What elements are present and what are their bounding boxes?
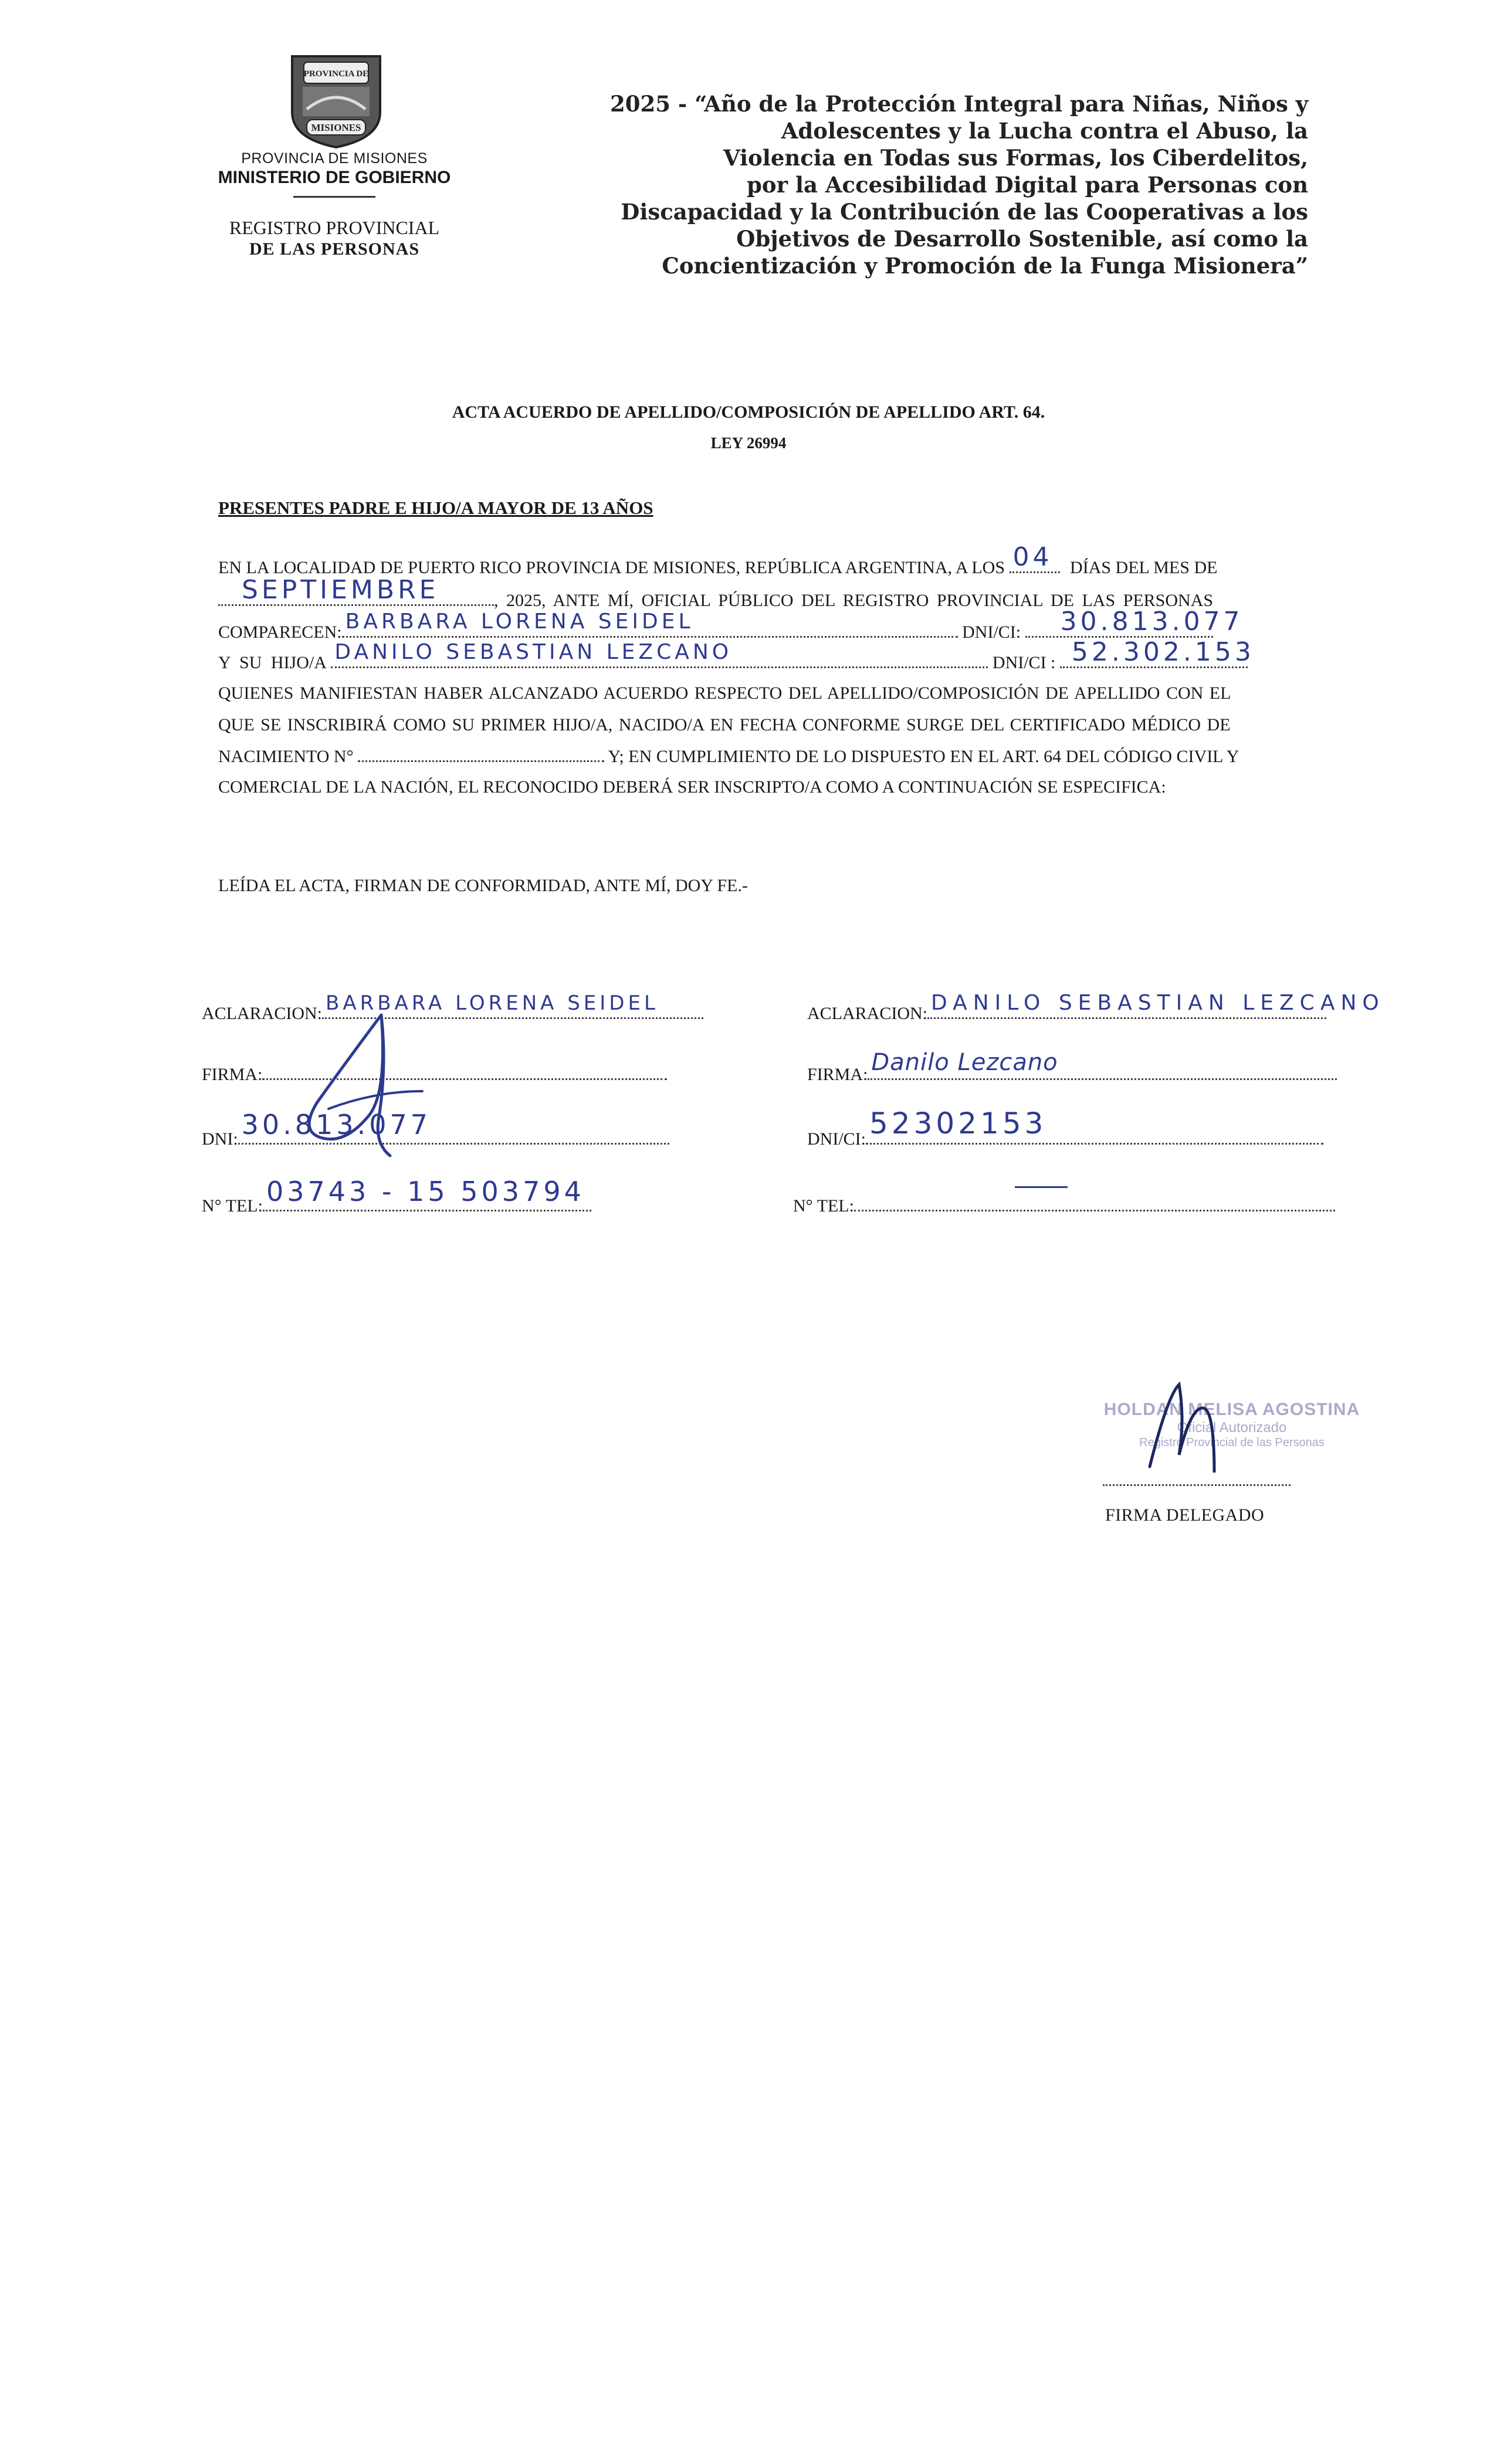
ministry-name: MINISTERIO DE GOBIERNO	[218, 168, 451, 187]
body-text: , 2025, ANTE MÍ, OFICIAL PÚBLICO DEL REGISTRO PROVINCIAL DE LAS PERSONAS	[494, 591, 1214, 610]
body-line-5: QUIENES MANIFIESTAN HABER ALCANZADO ACUERDO RESPECTO DEL APELLIDO/COMPOSICIÓN DE APELLIDO CON EL	[218, 683, 1231, 703]
body-text: DÍAS DEL MES DE	[1070, 558, 1218, 577]
right-dni-row	[807, 1106, 1323, 1149]
left-dni-row	[202, 1109, 669, 1149]
body-text: EN LA LOCALIDAD DE PUERTO RICO PROVINCIA DE MISIONES, REPÚBLICA ARGENTINA, A LOS	[218, 558, 1005, 577]
right-aclaracion-row	[807, 991, 1385, 1024]
delegate-signature-label: FIRMA DELEGADO	[1105, 1505, 1265, 1525]
body-text: NACIMIENTO N°	[218, 747, 354, 766]
child-name-field[interactable]	[331, 640, 988, 668]
motto-line: Objetivos de Desarrollo Sostenible, así como la	[736, 226, 1308, 252]
body-text: Y SU HIJO/A	[218, 653, 327, 672]
stamp-title: Oficial Autorizado	[1177, 1420, 1287, 1436]
crest-text-bottom: MISIONES	[311, 122, 361, 133]
month-value: SEPTIEMBRE	[242, 575, 439, 605]
right-dni-value: 52302153	[869, 1106, 1047, 1140]
right-tel-dash	[1015, 1186, 1068, 1188]
closing-statement: LEÍDA EL ACTA, FIRMAN DE CONFORMIDAD, ANTE MÍ, DOY FE.-	[218, 876, 748, 895]
left-dni-value: 30.813.077	[241, 1109, 432, 1140]
body-text: DNI/CI:	[962, 622, 1021, 642]
aclaracion-label: ACLARACION:	[807, 1004, 928, 1023]
left-dni-field[interactable]	[238, 1109, 669, 1145]
motto-line: Concientización y Promoción de la Funga Misionera”	[662, 253, 1308, 279]
motto-line: Discapacidad y la Contribución de las Cooperativas a los	[621, 199, 1308, 225]
dni-label: DNI:	[202, 1129, 238, 1149]
body-text: DNI/CI :	[992, 653, 1056, 672]
motto-line: Adolescentes y la Lucha contra el Abuso, la	[781, 118, 1308, 144]
dni-label: DNI/CI:	[807, 1129, 866, 1149]
child-dni-value: 52.302.153	[1071, 637, 1255, 667]
aclaracion-label: ACLARACION:	[202, 1004, 323, 1023]
left-aclaracion-value: BARBARA LORENA SEIDEL	[326, 991, 659, 1015]
parent-dni-field[interactable]	[1025, 607, 1244, 638]
day-field[interactable]	[1010, 542, 1060, 573]
law-reference: LEY 26994	[710, 434, 787, 452]
body-text: COMPARECEN:	[218, 622, 342, 642]
stamp-name: HOLDAN MELISA AGOSTINA	[1103, 1400, 1360, 1419]
firma-label: FIRMA:	[807, 1065, 868, 1084]
provincial-crest	[280, 50, 392, 150]
parent-dni-value: 30.813.077	[1060, 607, 1244, 637]
right-firma-row	[807, 1049, 1337, 1085]
month-field[interactable]	[218, 575, 494, 606]
child-name-value: DANILO SEBASTIAN LEZCANO	[334, 640, 733, 664]
delegate-handwritten-signature	[1138, 1379, 1244, 1473]
parent-name-field[interactable]	[342, 610, 958, 638]
document-title: ACTA ACUERDO DE APELLIDO/COMPOSICIÓN DE APELLIDO ART. 64.	[452, 402, 1045, 422]
province-name: PROVINCIA DE MISIONES	[241, 150, 428, 167]
child-dni-field[interactable]	[1060, 637, 1255, 668]
right-aclaracion-field[interactable]	[927, 991, 1385, 1019]
body-line-6: QUE SE INSCRIBIRÁ COMO SU PRIMER HIJO/A, NACIDO/A EN FECHA CONFORME SURGE DEL CERTIFICADO MÉDICO DE	[218, 715, 1231, 735]
stamp-office: Registro Provincial de las Personas	[1139, 1436, 1325, 1449]
left-tel-row	[202, 1176, 591, 1216]
delegate-signature-line	[1103, 1484, 1291, 1486]
birth-certificate-number-field[interactable]	[358, 745, 604, 762]
body-text: Y; EN CUMPLIMIENTO DE LO DISPUESTO EN EL ART. 64 DEL CÓDIGO CIVIL Y	[608, 747, 1239, 766]
firma-label: FIRMA:	[202, 1065, 263, 1084]
right-tel-row	[793, 1194, 1335, 1216]
body-line-8: COMERCIAL DE LA NACIÓN, EL RECONOCIDO DEBERÁ SER INSCRIPTO/A COMO A CONTINUACIÓN SE ESPECIFICA:	[218, 777, 1166, 797]
motto-line: Violencia en Todas sus Formas, los Ciberdelitos,	[723, 145, 1308, 171]
right-aclaracion-value: DANILO SEBASTIAN LEZCANO	[931, 991, 1385, 1015]
header-divider	[293, 196, 375, 198]
document-subtitle: PRESENTES PADRE E HIJO/A MAYOR DE 13 AÑOS	[218, 497, 653, 518]
body-line-7	[218, 745, 1339, 769]
right-dni-field[interactable]	[866, 1106, 1323, 1145]
registry-name-line2: DE LAS PERSONAS	[249, 239, 420, 259]
registry-name-line1: REGISTRO PROVINCIAL	[229, 217, 440, 238]
tel-label: N° TEL:	[202, 1196, 263, 1216]
left-tel-field[interactable]	[263, 1176, 591, 1211]
tel-label: N° TEL:	[793, 1196, 854, 1216]
body-line-4	[218, 637, 1339, 675]
crest-text-top: PROVINCIA DE	[303, 69, 369, 79]
day-value: 04	[1012, 542, 1053, 572]
motto-line: por la Accesibilidad Digital para Personas con	[747, 172, 1308, 198]
left-tel-value: 03743 - 15 503794	[266, 1176, 585, 1207]
motto-line: 2025 - “Año de la Protección Integral para Niñas, Niños y	[610, 91, 1309, 117]
right-tel-field[interactable]	[854, 1194, 1335, 1211]
parent-name-value: BARBARA LORENA SEIDEL	[345, 610, 694, 634]
right-firma-value: Danilo Lezcano	[871, 1049, 1058, 1076]
year-motto	[610, 90, 1308, 279]
right-firma-field[interactable]	[868, 1049, 1337, 1080]
